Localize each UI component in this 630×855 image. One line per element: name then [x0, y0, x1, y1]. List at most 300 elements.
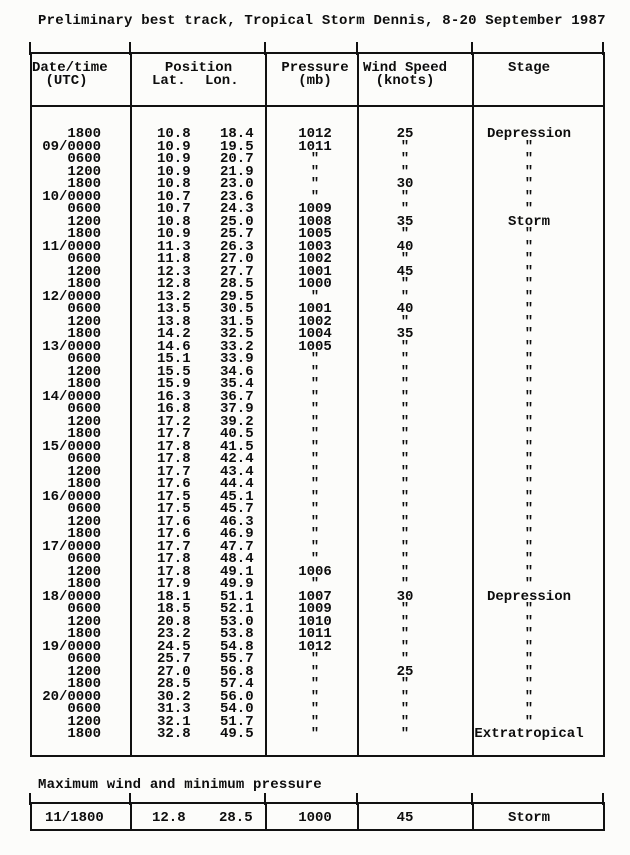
- cell-stage: ": [524, 513, 534, 530]
- cell-lat: 15.5: [157, 363, 191, 380]
- cell-lat: 12.8: [157, 276, 191, 292]
- cell-pressure: 1005: [298, 226, 332, 242]
- col-pressure: [267, 107, 359, 755]
- cell-stage: ": [524, 563, 534, 580]
- cell-stage: ": [524, 538, 534, 555]
- header-position: [132, 54, 267, 105]
- cell-lat: 14.6: [157, 338, 191, 355]
- cell-datetime: 1800: [67, 376, 101, 392]
- cell-lat: 13.8: [157, 313, 191, 330]
- cell-stage: ": [524, 301, 534, 317]
- cell-datetime: 1800: [67, 576, 101, 592]
- cell-datetime: 1800: [67, 476, 101, 492]
- col-datetime: [32, 107, 132, 755]
- cell-lat: 24.5: [157, 638, 191, 655]
- cell-lat: 17.9: [157, 576, 191, 592]
- cell-stage: Depression: [486, 588, 571, 605]
- cell-pressure: ": [310, 513, 320, 530]
- cell-windspeed: 45: [396, 263, 414, 280]
- cell-pressure: ": [310, 163, 320, 180]
- cell-lat: 10.9: [157, 151, 191, 167]
- cell-stage: ": [524, 201, 534, 217]
- col-windspeed: [359, 107, 474, 755]
- cell-lon: 44.4: [220, 476, 254, 492]
- cell-lat: 10.8: [157, 176, 191, 192]
- cell-windspeed: ": [400, 651, 410, 667]
- cell-lon: 29.5: [220, 288, 254, 305]
- header-lat-label: Lat.: [152, 73, 186, 89]
- cell-pressure: ": [310, 576, 320, 592]
- cell-lat: 17.7: [157, 538, 191, 555]
- cell-pressure: 1003: [298, 238, 332, 255]
- cell-stage: ": [524, 188, 534, 205]
- cell-windspeed: ": [400, 513, 410, 530]
- cell-pressure: ": [310, 651, 320, 667]
- cell-stage: Storm: [507, 213, 550, 230]
- cell-datetime: 1200: [67, 663, 101, 680]
- cell-datetime: 0600: [67, 601, 101, 617]
- header-windspeed: [359, 54, 474, 105]
- cell-lat: 10.9: [157, 138, 191, 155]
- cell-pressure: 1011: [298, 138, 332, 155]
- cell-windspeed: 30: [396, 588, 414, 605]
- cell-windspeed: ": [400, 351, 410, 367]
- cell-pressure: 1010: [298, 613, 332, 630]
- cell-windspeed: ": [400, 501, 410, 517]
- cell-lon: 35.4: [220, 376, 254, 392]
- cell-stage: ": [524, 376, 534, 392]
- cell-windspeed: 40: [396, 301, 414, 317]
- cell-windspeed: ": [400, 363, 410, 380]
- cell-stage: ": [524, 388, 534, 405]
- cell-lon: 25.7: [220, 226, 254, 242]
- cell-lon: 37.9: [220, 401, 254, 417]
- cell-pressure: ": [310, 401, 320, 417]
- cell-lon: 49.5: [220, 726, 254, 742]
- cell-datetime: 1800: [67, 126, 101, 142]
- cell-windspeed: ": [400, 376, 410, 392]
- cell-stage: ": [524, 438, 534, 455]
- cell-stage: ": [524, 226, 534, 242]
- cell-datetime: 0600: [67, 551, 101, 567]
- cell-lon: 56.8: [220, 663, 254, 680]
- cell-stage: ": [524, 338, 534, 355]
- cell-lat: 25.7: [157, 651, 191, 667]
- cell-lon: 34.6: [220, 363, 254, 380]
- cell-lon: 55.7: [220, 651, 254, 667]
- cell-pressure: ": [310, 351, 320, 367]
- cell-windspeed: ": [400, 151, 410, 167]
- cell-lon: 53.8: [220, 626, 254, 642]
- cell-lon: 41.5: [220, 438, 254, 455]
- cell-datetime: 1800: [67, 426, 101, 442]
- cell-datetime: 1200: [67, 563, 101, 580]
- summary-datetime: 11/1800: [32, 804, 132, 829]
- cell-pressure: 1009: [298, 201, 332, 217]
- header-pressure: [267, 54, 359, 105]
- cell-windspeed: ": [400, 676, 410, 692]
- cell-windspeed: 35: [396, 326, 414, 342]
- header-windspeed-line1: Wind Speed: [362, 60, 447, 76]
- cell-lon: 30.5: [220, 301, 254, 317]
- cell-datetime: 12/0000: [42, 288, 101, 305]
- cell-lon: 53.0: [220, 613, 254, 630]
- cell-windspeed: ": [400, 488, 410, 505]
- cell-lon: 21.9: [220, 163, 254, 180]
- cell-windspeed: ": [400, 726, 410, 742]
- cell-windspeed: ": [400, 613, 410, 630]
- cell-position: [132, 728, 265, 741]
- cell-pressure: ": [310, 388, 320, 405]
- col-stage: [474, 107, 603, 755]
- cell-stage: ": [524, 351, 534, 367]
- cell-datetime: 1800: [67, 726, 101, 742]
- cell-windspeed: ": [400, 688, 410, 705]
- header-datetime-line1: Date/time: [32, 60, 108, 76]
- cell-stage: ": [524, 476, 534, 492]
- cell-stage: ": [524, 613, 534, 630]
- cell-lat: 17.6: [157, 513, 191, 530]
- cell-lat: 12.3: [157, 263, 191, 280]
- cell-lat: 32.8: [157, 726, 191, 742]
- summary-table: [30, 802, 605, 831]
- cell-lat: 30.2: [157, 688, 191, 705]
- cell-pressure: ": [310, 463, 320, 480]
- table-header-row: [32, 54, 603, 107]
- cell-pressure: 1009: [298, 601, 332, 617]
- cell-lon: 24.3: [220, 201, 254, 217]
- cell-lon: 33.9: [220, 351, 254, 367]
- cell-stage: ": [524, 251, 534, 267]
- cell-windspeed: ": [400, 251, 410, 267]
- cell-windspeed: ": [400, 526, 410, 542]
- cell-lon: 36.7: [220, 388, 254, 405]
- cell-windspeed: 25: [396, 663, 414, 680]
- cell-stage: ": [524, 676, 534, 692]
- cell-windspeed: ": [400, 438, 410, 455]
- cell-datetime: 1800: [67, 226, 101, 242]
- cell-stage: ": [524, 263, 534, 280]
- cell-pressure: ": [310, 676, 320, 692]
- cell-pressure: ": [310, 426, 320, 442]
- cell-windspeed: 35: [396, 213, 414, 230]
- cell-lat: 11.8: [157, 251, 191, 267]
- cell-stage: ": [524, 713, 534, 730]
- cell-datetime: 13/0000: [42, 338, 101, 355]
- cell-pressure: ": [310, 438, 320, 455]
- cell-lat: 17.6: [157, 476, 191, 492]
- cell-datetime: 1800: [67, 626, 101, 642]
- summary-position: [132, 804, 267, 829]
- best-track-table: [30, 52, 605, 757]
- cell-stage: ": [524, 238, 534, 255]
- cell-windspeed: ": [400, 451, 410, 467]
- cell-datetime: 20/0000: [42, 688, 101, 705]
- cell-pressure: ": [310, 538, 320, 555]
- cell-stage: ": [524, 663, 534, 680]
- cell-lat: 17.8: [157, 551, 191, 567]
- cell-pressure: ": [310, 176, 320, 192]
- cell-stage: ": [524, 701, 534, 717]
- cell-lat: 15.9: [157, 376, 191, 392]
- cell-lat: 28.5: [157, 676, 191, 692]
- summary-lon: 28.5: [219, 810, 253, 826]
- cell-windspeed: ": [400, 701, 410, 717]
- cell-lat: 18.1: [157, 588, 191, 605]
- cell-windspeed: ": [400, 188, 410, 205]
- cell-lon: 52.1: [220, 601, 254, 617]
- cell-lat: 23.2: [157, 626, 191, 642]
- cell-datetime: 0600: [67, 501, 101, 517]
- cell-datetime: 1200: [67, 513, 101, 530]
- cell-lat: 17.7: [157, 426, 191, 442]
- cell-lon: 51.1: [220, 588, 254, 605]
- cell-datetime: 1200: [67, 263, 101, 280]
- cell-lon: 42.4: [220, 451, 254, 467]
- summary-pressure: 1000: [267, 804, 359, 829]
- header-position-label: Position: [164, 60, 233, 76]
- cell-datetime: 0600: [67, 251, 101, 267]
- cell-lon: 25.0: [220, 213, 254, 230]
- cell-pressure: ": [310, 551, 320, 567]
- cell-lon: 49.1: [220, 563, 254, 580]
- header-pressure-line1: Pressure: [281, 60, 349, 76]
- cell-stage: ": [524, 426, 534, 442]
- cell-datetime: 09/0000: [42, 138, 101, 155]
- cell-pressure: ": [310, 726, 320, 742]
- cell-lat: 13.2: [157, 288, 191, 305]
- cell-datetime: 1800: [67, 276, 101, 292]
- cell-pressure: ": [310, 363, 320, 380]
- header-windspeed-line2: (knots): [375, 73, 435, 89]
- cell-pressure: 1012: [298, 126, 332, 142]
- header-datetime: [32, 54, 132, 105]
- cell-lat: 10.9: [157, 226, 191, 242]
- cell-windspeed: 30: [396, 176, 414, 192]
- cell-datetime: 1800: [67, 526, 101, 542]
- cell-datetime: 14/0000: [42, 388, 101, 405]
- cell-windspeed: ": [400, 401, 410, 417]
- cell-stage: ": [524, 413, 534, 430]
- cell-lon: 46.3: [220, 513, 254, 530]
- cell-lat: 16.8: [157, 401, 191, 417]
- cell-windspeed: ": [400, 163, 410, 180]
- cell-datetime: 15/0000: [42, 438, 101, 455]
- cell-pressure: 1001: [298, 263, 332, 280]
- cell-stage: ": [524, 688, 534, 705]
- cell-lat: 11.3: [157, 238, 191, 255]
- cell-windspeed: ": [400, 713, 410, 730]
- cell-stage: ": [524, 401, 534, 417]
- cell-stage: ": [524, 163, 534, 180]
- cell-stage: ": [524, 326, 534, 342]
- cell-stage: ": [524, 363, 534, 380]
- cell-lat: 17.5: [157, 501, 191, 517]
- cell-stage: ": [524, 276, 534, 292]
- cell-lon: 27.7: [220, 263, 254, 280]
- cell-lon: 49.9: [220, 576, 254, 592]
- cell-pressure: ": [310, 288, 320, 305]
- cell-lon: 45.1: [220, 488, 254, 505]
- cell-windspeed: ": [400, 638, 410, 655]
- cell-stage: ": [524, 651, 534, 667]
- cell-pressure: 1000: [298, 276, 332, 292]
- cell-pressure: 1012: [298, 638, 332, 655]
- cell-lon: 19.5: [220, 138, 254, 155]
- cell-windspeed: ": [400, 313, 410, 330]
- cell-stage: ": [524, 601, 534, 617]
- cell-datetime: 0600: [67, 451, 101, 467]
- cell-stage: Depression: [486, 126, 571, 142]
- cell-pressure: ": [310, 701, 320, 717]
- cell-datetime: 1200: [67, 413, 101, 430]
- cell-lon: 54.8: [220, 638, 254, 655]
- cell-datetime: 1200: [67, 213, 101, 230]
- table-body: [32, 107, 603, 755]
- cell-windspeed: ": [400, 426, 410, 442]
- summary-caption: Maximum wind and minimum pressure: [38, 777, 322, 793]
- cell-stage: ": [524, 138, 534, 155]
- cell-lat: 32.1: [157, 713, 191, 730]
- cell-windspeed: ": [400, 538, 410, 555]
- cell-lat: 17.2: [157, 413, 191, 430]
- cell-pressure: ": [310, 488, 320, 505]
- cell-pressure: ": [310, 688, 320, 705]
- cell-lat: 20.8: [157, 613, 191, 630]
- cell-datetime: 16/0000: [42, 488, 101, 505]
- cell-datetime: 11/0000: [42, 238, 101, 255]
- cell-lon: 54.0: [220, 701, 254, 717]
- cell-datetime: 0600: [67, 151, 101, 167]
- cell-lat: 10.9: [157, 163, 191, 180]
- cell-stage: ": [524, 551, 534, 567]
- cell-pressure: 1006: [298, 563, 332, 580]
- cell-lon: 46.9: [220, 526, 254, 542]
- cell-stage: ": [524, 526, 534, 542]
- cell-lon: 40.5: [220, 426, 254, 442]
- cell-stage: ": [524, 638, 534, 655]
- cell-datetime: 0600: [67, 701, 101, 717]
- page-title: Preliminary best track, Tropical Storm Dennis, 8-20 September 1987: [38, 13, 606, 29]
- cell-stage: ": [524, 488, 534, 505]
- cell-datetime: 19/0000: [42, 638, 101, 655]
- cell-pressure: 1011: [298, 626, 332, 642]
- cell-lat: 10.7: [157, 188, 191, 205]
- cell-pressure: ": [310, 663, 320, 680]
- cell-datetime: 1200: [67, 313, 101, 330]
- cell-stage: ": [524, 288, 534, 305]
- cell-datetime: 1200: [67, 613, 101, 630]
- cell-pressure: 1001: [298, 301, 332, 317]
- cell-lon: 43.4: [220, 463, 254, 480]
- summary-windspeed: 45: [359, 804, 474, 829]
- cell-datetime: 0600: [67, 351, 101, 367]
- cell-lon: 26.3: [220, 238, 254, 255]
- cell-lon: 33.2: [220, 338, 254, 355]
- cell-datetime: 0600: [67, 301, 101, 317]
- cell-pressure: ": [310, 476, 320, 492]
- cell-windspeed: ": [400, 413, 410, 430]
- cell-lat: 17.8: [157, 563, 191, 580]
- cell-pressure: 1002: [298, 251, 332, 267]
- col-position: [132, 107, 267, 755]
- cell-lat: 10.8: [157, 126, 191, 142]
- cell-lon: 56.0: [220, 688, 254, 705]
- cell-windspeed: ": [400, 576, 410, 592]
- cell-lon: 31.5: [220, 313, 254, 330]
- cell-stage: ": [524, 463, 534, 480]
- cell-stage: ": [524, 313, 534, 330]
- cell-lat: 18.5: [157, 601, 191, 617]
- cell-datetime: 0600: [67, 401, 101, 417]
- cell-stage: ": [524, 501, 534, 517]
- cell-pressure: 1007: [298, 588, 332, 605]
- cell-windspeed: ": [400, 463, 410, 480]
- cell-pressure: 1005: [298, 338, 332, 355]
- cell-lon: 51.7: [220, 713, 254, 730]
- cell-stage: ": [524, 626, 534, 642]
- cell-pressure: ": [310, 501, 320, 517]
- summary-lat: 12.8: [152, 810, 186, 826]
- cell-datetime: 18/0000: [42, 588, 101, 605]
- cell-stage: Extratropical: [474, 726, 584, 742]
- cell-windspeed: ": [400, 388, 410, 405]
- header-stage-label: Stage: [507, 60, 550, 76]
- cell-datetime: 0600: [67, 651, 101, 667]
- cell-datetime: 1800: [67, 176, 101, 192]
- cell-datetime: 1200: [67, 163, 101, 180]
- cell-stage: ": [524, 151, 534, 167]
- cell-lon: 20.7: [220, 151, 254, 167]
- cell-lat: 10.7: [157, 201, 191, 217]
- cell-lat: 17.8: [157, 438, 191, 455]
- cell-lat: 27.0: [157, 663, 191, 680]
- cell-lon: 28.5: [220, 276, 254, 292]
- cell-lon: 23.6: [220, 188, 254, 205]
- cell-stage: ": [524, 451, 534, 467]
- cell-windspeed: ": [400, 226, 410, 242]
- cell-pressure: ": [310, 526, 320, 542]
- cell-lon: 57.4: [220, 676, 254, 692]
- cell-lat: 15.1: [157, 351, 191, 367]
- cell-lat: 17.6: [157, 526, 191, 542]
- cell-windspeed: 40: [396, 238, 414, 255]
- header-stage: [474, 54, 603, 105]
- cell-lat: 17.7: [157, 463, 191, 480]
- cell-pressure: 1002: [298, 313, 332, 330]
- header-datetime-line2: (UTC): [45, 73, 88, 89]
- cell-windspeed: ": [400, 201, 410, 217]
- summary-stage: Storm: [507, 810, 550, 826]
- header-latlon: [132, 75, 265, 88]
- cell-pressure: ": [310, 188, 320, 205]
- cell-windspeed: ": [400, 551, 410, 567]
- cell-lon: 27.0: [220, 251, 254, 267]
- cell-datetime: 1800: [67, 676, 101, 692]
- cell-windspeed: ": [400, 476, 410, 492]
- cell-stage: ": [524, 576, 534, 592]
- cell-windspeed: 25: [396, 126, 414, 142]
- cell-datetime: 1200: [67, 713, 101, 730]
- header-lon-label: Lon.: [205, 73, 239, 89]
- cell-lat: 16.3: [157, 388, 191, 405]
- cell-datetime: 1200: [67, 363, 101, 380]
- cell-pressure: ": [310, 713, 320, 730]
- cell-windspeed: ": [400, 626, 410, 642]
- cell-datetime: 0600: [67, 201, 101, 217]
- cell-windspeed: ": [400, 563, 410, 580]
- header-pressure-line2: (mb): [298, 73, 332, 89]
